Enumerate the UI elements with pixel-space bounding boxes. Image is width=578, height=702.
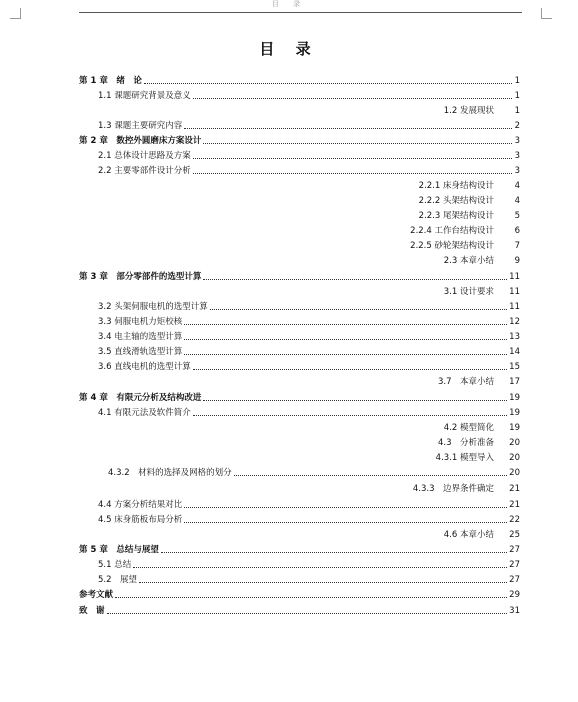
toc-entry[interactable] — [0, 498, 578, 512]
toc-entry-title: 5.2 展望 — [98, 575, 138, 585]
toc-entry-page: 12 — [509, 317, 520, 327]
toc-entry-page: 7 — [514, 241, 520, 251]
toc-entry-page: 31 — [509, 606, 520, 616]
toc-entry-page: 1 — [514, 76, 520, 86]
toc-leader-dots — [193, 98, 512, 99]
toc-entry[interactable] — [0, 466, 578, 480]
toc-entry[interactable] — [0, 254, 578, 268]
toc-entry-title: 3.6 直线电机的选型计算 — [98, 362, 191, 372]
toc-entry-title: 参考文献 — [79, 590, 114, 600]
toc-entry-title: 4.2 模型简化 — [443, 423, 494, 433]
toc-entry[interactable] — [0, 604, 578, 618]
toc-entry[interactable] — [0, 179, 578, 193]
toc-entry-title: 致 谢 — [79, 606, 105, 616]
toc-entry[interactable] — [0, 74, 578, 88]
toc-entry[interactable] — [0, 391, 578, 405]
toc-entry[interactable] — [0, 164, 578, 178]
toc-entry-title: 1.2 发展现状 — [443, 106, 494, 116]
toc-entry[interactable] — [0, 224, 578, 238]
toc-entry-page: 15 — [509, 362, 520, 372]
toc-entry-title: 2.2.3 尾架结构设计 — [418, 211, 494, 221]
toc-leader-dots — [193, 173, 512, 174]
toc-entry[interactable] — [0, 345, 578, 359]
toc-leader-dots — [139, 582, 507, 583]
toc-entry-title: 3.5 直线滑轨选型计算 — [98, 347, 183, 357]
toc-entry-page: 19 — [509, 393, 520, 403]
toc-entry-page: 20 — [509, 468, 520, 478]
toc-entry-page: 25 — [509, 530, 520, 540]
toc-entry[interactable] — [0, 209, 578, 223]
toc-entry-title: 第 5 章 总结与展望 — [79, 545, 159, 555]
toc-entry-page: 11 — [509, 287, 520, 297]
toc-entry[interactable] — [0, 239, 578, 253]
crop-mark-top-left — [10, 8, 21, 19]
toc-leader-dots — [203, 279, 507, 280]
toc-leader-dots — [161, 552, 507, 553]
toc-leader-dots — [133, 567, 507, 568]
toc-entry[interactable] — [0, 588, 578, 602]
toc-entry-title: 5.1 总结 — [98, 560, 132, 570]
toc-entry[interactable] — [0, 375, 578, 389]
toc-entry-page: 27 — [509, 545, 520, 555]
toc-entry-page: 4 — [514, 196, 520, 206]
toc-entry[interactable] — [0, 451, 578, 465]
toc-leader-dots — [193, 415, 507, 416]
toc-entry-page: 1 — [514, 106, 520, 116]
toc-entry-title: 2.2.1 床身结构设计 — [418, 181, 494, 191]
toc-leader-dots — [184, 507, 507, 508]
toc-entry-title: 3.7 本章小结 — [437, 377, 494, 387]
toc-entry-page: 29 — [509, 590, 520, 600]
toc-entry-page: 3 — [514, 136, 520, 146]
toc-entry-page: 14 — [509, 347, 520, 357]
toc-entry-title: 4.3.2 材料的选择及网格的划分 — [108, 468, 232, 478]
toc-entry[interactable] — [0, 513, 578, 527]
toc-leader-dots — [144, 83, 512, 84]
toc-entry-title: 1.3 课题主要研究内容 — [98, 121, 183, 131]
toc-entry-title: 1.1 课题研究背景及意义 — [98, 91, 191, 101]
toc-entry[interactable] — [0, 270, 578, 284]
toc-entry-page: 1 — [514, 91, 520, 101]
toc-entry[interactable] — [0, 104, 578, 118]
toc-entry-title: 3.3 伺服电机力矩校核 — [98, 317, 183, 327]
toc-entry-title: 4.3.3 边界条件确定 — [412, 484, 494, 494]
toc-entry-page: 4 — [514, 181, 520, 191]
toc-leader-dots — [193, 369, 507, 370]
toc-entry-page: 13 — [509, 332, 520, 342]
toc-entry[interactable] — [0, 482, 578, 496]
toc-entry-title: 4.3 分析准备 — [437, 438, 494, 448]
toc-entry-title: 4.6 本章小结 — [443, 530, 494, 540]
toc-entry[interactable] — [0, 558, 578, 572]
toc-entry[interactable] — [0, 300, 578, 314]
toc-entry-page: 3 — [514, 151, 520, 161]
toc-leader-dots — [184, 522, 507, 523]
toc-entry-page: 5 — [514, 211, 520, 221]
toc-entry-title: 第 3 章 部分零部件的选型计算 — [79, 272, 202, 282]
toc-entry-title: 3.1 设计要求 — [443, 287, 494, 297]
toc-entry[interactable] — [0, 134, 578, 148]
running-head: 目 录 — [271, 0, 307, 8]
toc-entry[interactable] — [0, 315, 578, 329]
toc-entry-page: 27 — [509, 575, 520, 585]
toc-entry-page: 3 — [514, 166, 520, 176]
toc-entry-page: 20 — [509, 438, 520, 448]
toc-entry[interactable] — [0, 285, 578, 299]
toc-leader-dots — [184, 128, 512, 129]
toc-entry[interactable] — [0, 573, 578, 587]
toc-entry-page: 6 — [514, 226, 520, 236]
toc-entry-title: 4.1 有限元法及软件简介 — [98, 408, 191, 418]
toc-entry-title: 第 1 章 绪 论 — [79, 76, 142, 86]
toc-entry[interactable] — [0, 119, 578, 133]
toc-entry-page: 19 — [509, 423, 520, 433]
toc-entry-title: 4.4 方案分析结果对比 — [98, 500, 183, 510]
toc-entry-page: 27 — [509, 560, 520, 570]
toc-entry-title: 2.3 本章小结 — [443, 256, 494, 266]
toc-entry-title: 2.1 总体设计思路及方案 — [98, 151, 191, 161]
toc-entry-title: 2.2 主要零部件设计分析 — [98, 166, 191, 176]
toc-entry[interactable] — [0, 543, 578, 557]
toc-leader-dots — [184, 339, 507, 340]
toc-entry-page: 21 — [509, 500, 520, 510]
toc-leader-dots — [203, 143, 512, 144]
toc-entry-title: 4.3.1 模型导入 — [435, 453, 494, 463]
toc-entry-page: 19 — [509, 408, 520, 418]
toc-entry-page: 22 — [509, 515, 520, 525]
toc-entry[interactable] — [0, 360, 578, 374]
toc-leader-dots — [115, 597, 507, 598]
toc-leader-dots — [210, 309, 507, 310]
toc-entry[interactable] — [0, 330, 578, 344]
toc-entry-page: 21 — [509, 484, 520, 494]
page-title: 目 录 — [259, 40, 319, 58]
toc-entry-page: 17 — [509, 377, 520, 387]
toc-entry-title: 2.2.4 工作台结构设计 — [410, 226, 494, 236]
toc-leader-dots — [203, 400, 507, 401]
toc-leader-dots — [107, 613, 508, 614]
toc-entry[interactable] — [0, 194, 578, 208]
toc-entry-title: 第 4 章 有限元分析及结构改进 — [79, 393, 202, 403]
toc-leader-dots — [184, 354, 507, 355]
toc-entry-page: 9 — [514, 256, 520, 266]
toc-entry-title: 2.2.5 砂轮架结构设计 — [410, 241, 494, 251]
toc-entry[interactable] — [0, 436, 578, 450]
toc-entry-title: 第 2 章 数控外圆磨床方案设计 — [79, 136, 202, 146]
toc-entry-title: 2.2.2 头架结构设计 — [418, 196, 494, 206]
toc-entry-page: 11 — [509, 272, 520, 282]
toc-entry[interactable] — [0, 421, 578, 435]
header-rule — [79, 12, 522, 13]
toc-entry-page: 20 — [509, 453, 520, 463]
crop-mark-top-right — [541, 8, 552, 19]
toc-leader-dots — [193, 158, 512, 159]
toc-entry-title: 3.4 电主轴的选型计算 — [98, 332, 183, 342]
toc-leader-dots — [234, 475, 508, 476]
toc-entry[interactable] — [0, 149, 578, 163]
toc-entry[interactable] — [0, 89, 578, 103]
toc-entry-page: 11 — [509, 302, 520, 312]
toc-entry[interactable] — [0, 406, 578, 420]
toc-entry[interactable] — [0, 528, 578, 542]
toc-entry-title: 3.2 头架伺服电机的选型计算 — [98, 302, 208, 312]
toc-leader-dots — [184, 324, 507, 325]
toc-entry-page: 2 — [514, 121, 520, 131]
toc-entry-title: 4.5 床身筋板布局分析 — [98, 515, 183, 525]
